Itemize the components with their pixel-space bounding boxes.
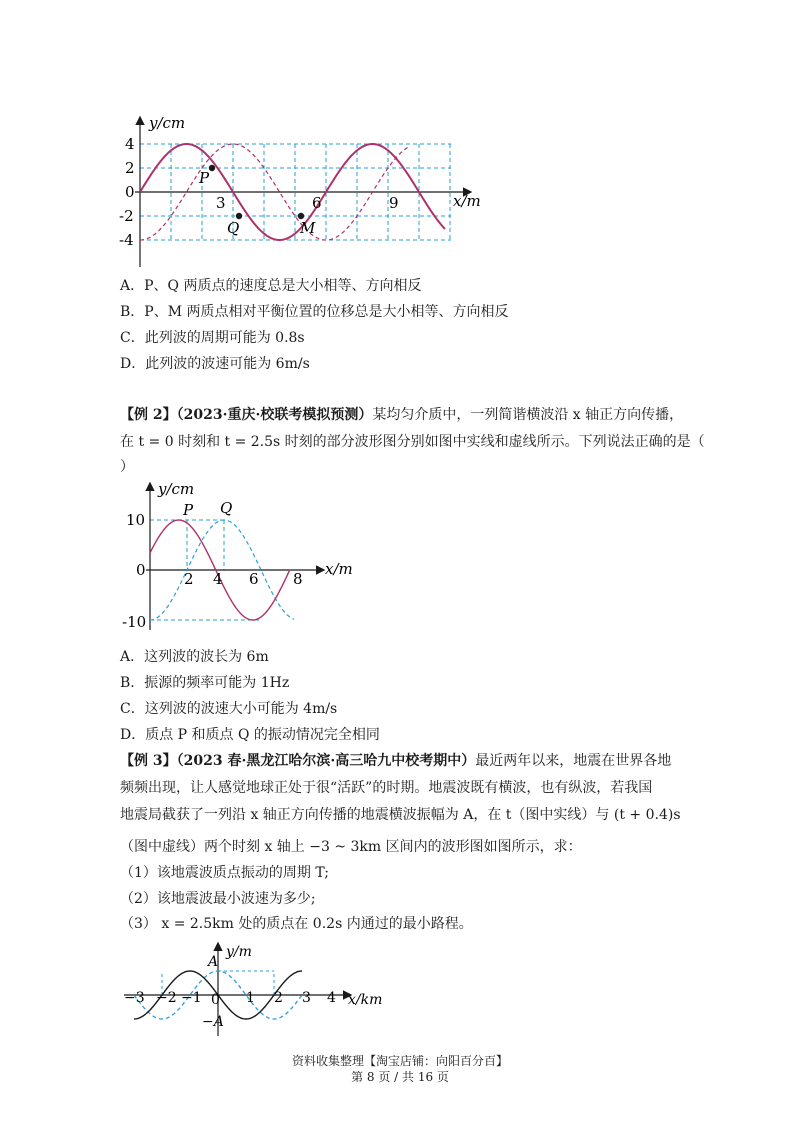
x-tick-4: 4 (213, 570, 223, 588)
example-3-question-3: （3） x = 2.5km 处的质点在 0.2s 内通过的最小路程。 (120, 916, 473, 932)
example-3-source: （2023 春·黑龙江哈尔滨·高三哈九中校考期中） (176, 753, 476, 769)
example-2-tag: 【例 2】 (120, 407, 177, 423)
q1-option-c: C．此列波的周期可能为 0.8s (120, 330, 305, 346)
y-axis-label: y/cm (158, 480, 195, 498)
example-3-line-2: 频频出现，让人感觉地球正处于很“活跃”的时期。地震波既有横波，也有纵波，若我国 (120, 780, 653, 796)
y-tick-neg10: -10 (122, 613, 147, 631)
label-m: M (300, 219, 316, 237)
x-tick-6: 6 (312, 194, 322, 212)
example-2-line-3: ） (120, 459, 134, 475)
point-p (209, 165, 215, 171)
x-tick-2: 2 (184, 570, 194, 588)
x-tick-neg1: −1 (181, 990, 202, 1006)
x-tick-neg3: −3 (124, 990, 145, 1006)
label-p: P (183, 501, 194, 519)
example-3-line-1: 【例 3】（2023 春·黑龙江哈尔滨·高三哈九中校考期中）最近两年以来，地震在世界各地 (120, 753, 672, 769)
y-tick-2: 2 (125, 159, 135, 177)
y-tick-a: A (208, 954, 219, 970)
x-axis-label: x/m (453, 192, 481, 210)
label-q: Q (227, 219, 240, 237)
x-axis-label: x/km (348, 992, 383, 1008)
y-axis-label: y/m (226, 944, 252, 960)
example-2-line-2: 在 t = 0 时刻和 t = 2.5s 时刻的部分波形图分别如图中实线和虚线所示。下列说法正确的是（ (120, 434, 705, 450)
footer-page-number: 第 8 页 / 共 16 页 (351, 1070, 449, 1084)
q1-option-d: D．此列波的波速可能为 6m/s (120, 356, 310, 372)
q2-option-d: D．质点 P 和质点 Q 的振动情况完全相同 (120, 727, 380, 743)
example-3-line-3: 地震局截获了一列沿 x 轴正方向传播的地震横波振幅为 A，在 t（图中实线）与 (t + 0.4)s (120, 807, 681, 823)
q2-option-b: B．振源的频率可能为 1Hz (120, 675, 290, 691)
q1-option-a: A．P、Q 两质点的速度总是大小相等、方向相反 (120, 278, 422, 294)
q2-option-a: A．这列波的波长为 6m (120, 649, 269, 665)
example-3-question-2: （2）该地震波最小波速为多少; (120, 891, 316, 907)
x-tick-6: 6 (249, 570, 259, 588)
x-tick-8: 8 (293, 570, 303, 588)
x-tick-1: 1 (246, 990, 255, 1006)
y-tick-neg2: -2 (119, 207, 134, 225)
wave-figure-3 (118, 940, 388, 1040)
x-axis-label: x/m (325, 560, 353, 578)
y-tick-0: 0 (136, 561, 146, 579)
x-tick-2: 2 (274, 990, 283, 1006)
y-tick-4: 4 (125, 135, 135, 153)
example-3-line-4: （图中虚线）两个时刻 x 轴上 −3 ~ 3km 区间内的波形图如图所示，求： (120, 839, 582, 855)
x-tick-3: 3 (216, 194, 226, 212)
y-tick-0: 0 (125, 183, 135, 201)
wave-figure-1 (115, 112, 485, 282)
example-3-tag: 【例 3】 (120, 753, 177, 769)
footer-source: 资料收集整理【淘宝店铺：向阳百分百】 (291, 1054, 508, 1068)
x-tick-neg2: −2 (156, 990, 177, 1006)
example-2-source: （2023·重庆·校联考模拟预测） (176, 407, 373, 423)
x-tick-4: 4 (327, 990, 336, 1006)
y-axis-label: y/cm (149, 114, 186, 132)
y-tick-10: 10 (126, 511, 146, 529)
label-q: Q (220, 499, 233, 517)
y-tick-neg4: -4 (119, 231, 134, 249)
example-3-question-1: （1）该地震波质点振动的周期 T; (120, 865, 329, 881)
q1-option-b: B．P、M 两质点相对平衡位置的位移总是大小相等、方向相反 (120, 304, 509, 320)
example-2-line-1: 【例 2】（2023·重庆·校联考模拟预测）某均匀介质中，一列简谐横波沿 x 轴正方向传播， (120, 407, 684, 423)
x-tick-9: 9 (389, 194, 399, 212)
y-tick-neg-a: −A (202, 1014, 224, 1030)
q2-option-c: C．这列波的波速大小可能为 4m/s (120, 701, 338, 717)
label-p: P (199, 169, 210, 187)
x-tick-0: 0 (211, 992, 220, 1008)
wave-figure-2 (118, 478, 358, 638)
x-tick-3: 3 (302, 990, 311, 1006)
